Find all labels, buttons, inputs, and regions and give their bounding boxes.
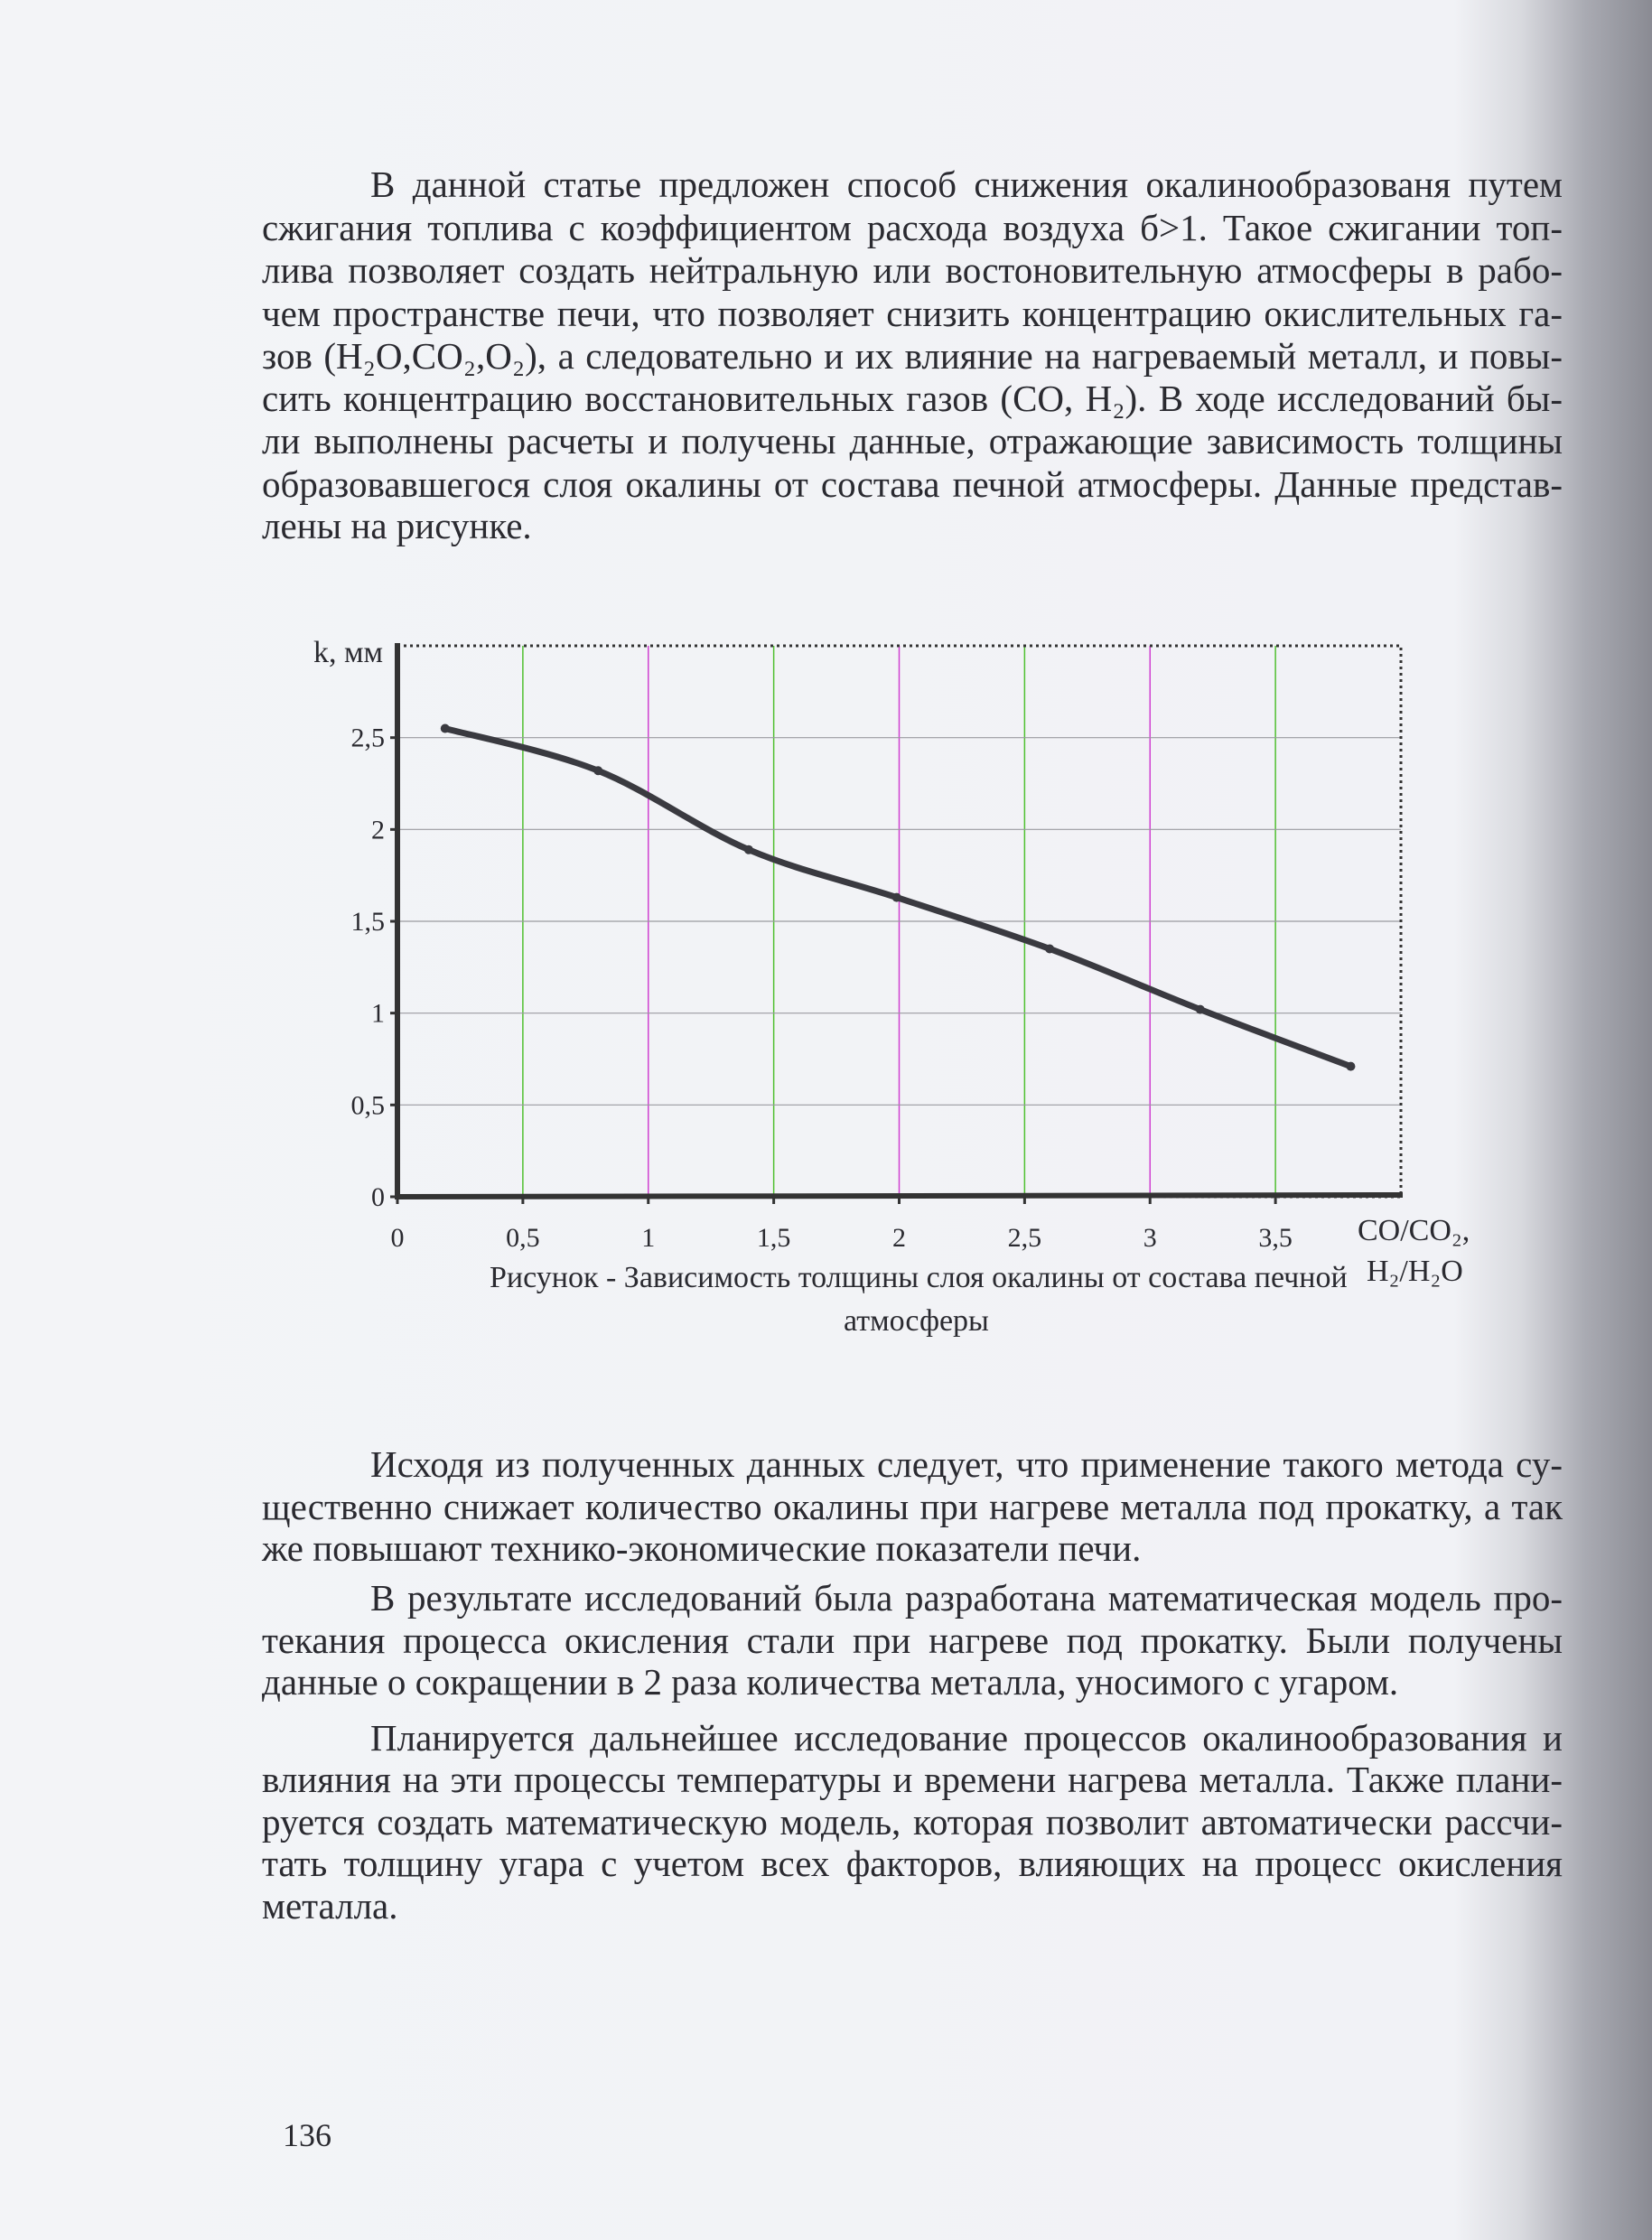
x-tick-label: 1,5 <box>756 1223 791 1253</box>
x-axis-label-line1: CO/CO₂, <box>1358 1214 1470 1247</box>
text-line: ли выполнены расчеты и получены данные, отражающие зависимость толщины <box>262 420 1563 462</box>
x-tick-label: 0,5 <box>506 1223 540 1253</box>
x-tick-label: 2,5 <box>1007 1223 1042 1253</box>
text-line: щественно снижает количество окалины при нагреве металла под прокатку, а так <box>262 1486 1563 1527</box>
text-line: тать толщину угара с учетом всех факторов, влияющих на процесс окисления <box>262 1843 1563 1884</box>
y-tick-label: 0,5 <box>350 1090 385 1121</box>
text-line: сжигания топлива с коэффициентом расхода воздуха б>1. Такое сжигании топ- <box>262 207 1563 248</box>
text-line: чем пространстве печи, что позволяет снизить концентрацию окислительных га- <box>262 293 1563 334</box>
data-point <box>1196 1005 1205 1014</box>
y-tick-label: 2 <box>371 815 385 845</box>
text-line: же повышают технико-экономические показатели печи. <box>262 1527 1142 1569</box>
y-axis-label: k, мм <box>313 636 384 669</box>
y-tick-label: 1,5 <box>350 907 385 937</box>
text-line: лива позволяет создать нейтральную или востоновительную атмосферы в рабо- <box>262 249 1563 291</box>
text-line: лены на рисунке. <box>262 505 532 546</box>
x-tick-label: 3,5 <box>1258 1223 1293 1253</box>
text-line: Планируется дальнейшее исследование процессов окалинообразования и <box>370 1717 1563 1759</box>
text-line: зов (H₂O,CO₂,O₂), а следовательно и их влияние на нагреваемый металл, и повы- <box>262 335 1563 377</box>
text-line: данные о сокращении в 2 раза количества металла, уносимого с угаром. <box>262 1661 1399 1703</box>
text-line: металла. <box>262 1885 398 1927</box>
text-line: влияния на эти процессы температуры и времени нагрева металла. Также плани- <box>262 1759 1563 1800</box>
text-line: В результате исследований была разработана математическая модель про- <box>370 1577 1563 1619</box>
data-point <box>892 893 901 902</box>
text-line: образовавшегося слоя окалины от состава печной атмосферы. Данные представ- <box>262 463 1563 505</box>
data-point <box>441 724 450 733</box>
x-tick-label: 0 <box>390 1223 405 1253</box>
text-line: Исходя из полученных данных следует, что применение такого метода су- <box>370 1443 1563 1485</box>
data-point <box>1346 1062 1355 1071</box>
x-tick-label: 1 <box>641 1223 656 1253</box>
text-line: руется создать математическую модель, которая позволит автоматически рассчи- <box>262 1801 1563 1843</box>
figure-caption-line1: Рисунок - Зависимость толщины слоя окалины от состава печной <box>490 1261 1348 1294</box>
x-axis <box>395 1195 1403 1197</box>
y-tick-label: 0 <box>371 1182 385 1212</box>
x-axis-label-line2: H₂/H₂O <box>1367 1255 1463 1288</box>
text-line: В данной статье предложен способ снижения окалинообразованя путем <box>370 163 1563 205</box>
page-number: 136 <box>283 2117 331 2153</box>
x-tick-label: 3 <box>1143 1223 1157 1253</box>
y-tick-label: 1 <box>371 998 385 1029</box>
data-point <box>593 766 602 775</box>
data-point <box>1045 945 1054 954</box>
figure-caption-line2: атмосферы <box>844 1304 989 1338</box>
chart-grid <box>397 646 1401 1197</box>
text-line: текания процесса окисления стали при нагреве под прокатку. Были получены <box>262 1619 1563 1661</box>
data-point <box>744 845 753 854</box>
text-line: сить концентрацию восстановительных газов (CO, H₂). В ходе исследований бы- <box>262 378 1563 419</box>
data-series <box>441 724 1356 1071</box>
x-tick-label: 2 <box>892 1223 906 1253</box>
y-tick-label: 2,5 <box>350 723 385 753</box>
